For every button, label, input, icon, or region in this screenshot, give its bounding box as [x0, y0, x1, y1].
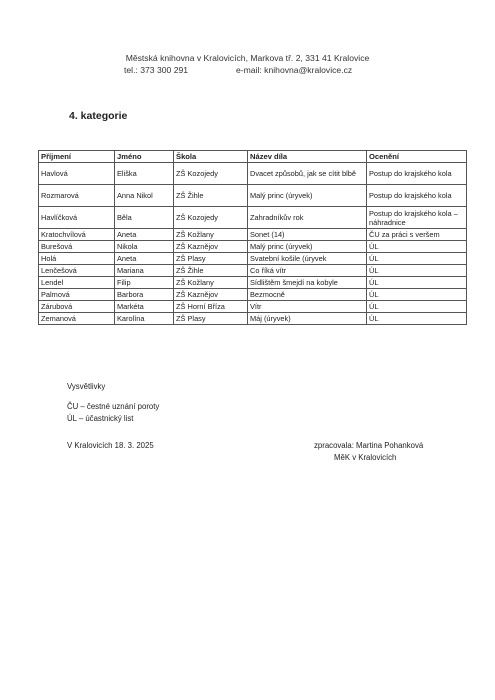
legend-title: Vysvětlivky — [67, 382, 106, 391]
table-row — [39, 253, 467, 265]
cell-surname: Lenčešová — [39, 265, 115, 277]
legend-item-ul: ÚL – účastnický list — [67, 414, 134, 423]
cell-surname: Havlíčková — [39, 207, 115, 229]
cell-work: Dvacet způsobů, jak se cítit blbě — [248, 163, 367, 185]
cell-school: ZŠ Kozojedy — [174, 207, 248, 229]
library-address: Městská knihovna v Kralovicích, Markova tř. 2, 331 41 Kralovice — [125, 53, 370, 63]
table-row — [39, 313, 467, 325]
col-header-award: Ocenění — [367, 151, 467, 163]
cell-work: Zahradníkův rok — [248, 207, 367, 229]
prepared-by: zpracovala: Martina Pohanková — [314, 441, 424, 450]
cell-school: ZŠ Plasy — [174, 313, 248, 325]
cell-name: Nikola — [115, 241, 174, 253]
table-row — [39, 265, 467, 277]
cell-surname: Havlová — [39, 163, 115, 185]
cell-work: Sídlištěm šmejdí na kobyle — [248, 277, 367, 289]
table-row — [39, 301, 467, 313]
cell-award: Postup do krajského kola – náhradnice — [367, 207, 467, 229]
table-row — [39, 207, 467, 229]
cell-award: ÚL — [367, 253, 467, 265]
cell-surname: Rozmarová — [39, 185, 115, 207]
category-heading: 4. kategorie — [69, 110, 128, 122]
cell-school: ZŠ Plasy — [174, 253, 248, 265]
cell-surname: Burešová — [39, 241, 115, 253]
cell-name: Karolína — [115, 313, 174, 325]
cell-award: ÚL — [367, 265, 467, 277]
col-header-name: Jméno — [115, 151, 174, 163]
cell-surname: Zárubová — [39, 301, 115, 313]
table-row — [39, 289, 467, 301]
cell-name: Aneta — [115, 253, 174, 265]
cell-surname: Kratochvílová — [39, 229, 115, 241]
place-and-date: V Kralovicích 18. 3. 2025 — [67, 441, 154, 450]
cell-award: Postup do krajského kola — [367, 163, 467, 185]
cell-school: ZŠ Kozojedy — [174, 163, 248, 185]
table-row — [39, 229, 467, 241]
table-row — [39, 277, 467, 289]
cell-award: ÚL — [367, 241, 467, 253]
cell-name: Běla — [115, 207, 174, 229]
cell-name: Mariana — [115, 265, 174, 277]
cell-work: Svatební košile (úryvek — [248, 253, 367, 265]
cell-award: ÚL — [367, 313, 467, 325]
cell-award: ČU za práci s veršem — [367, 229, 467, 241]
cell-work: Vítr — [248, 301, 367, 313]
cell-school: ZŠ Kožlany — [174, 277, 248, 289]
col-header-school: Škola — [174, 151, 248, 163]
cell-school: ZŠ Horní Bříza — [174, 301, 248, 313]
cell-work: Co říká vítr — [248, 265, 367, 277]
cell-work: Malý princ (úryvek) — [248, 185, 367, 207]
cell-surname: Lendel — [39, 277, 115, 289]
cell-surname: Holá — [39, 253, 115, 265]
cell-name: Markéta — [115, 301, 174, 313]
cell-school: ZŠ Kaznějov — [174, 289, 248, 301]
cell-award: ÚL — [367, 301, 467, 313]
results-table — [38, 150, 467, 325]
cell-award: ÚL — [367, 277, 467, 289]
cell-work: Máj (úryvek) — [248, 313, 367, 325]
cell-surname: Zemanová — [39, 313, 115, 325]
cell-name: Aneta — [115, 229, 174, 241]
table-row — [39, 185, 467, 207]
cell-school: ZŠ Žihle — [174, 185, 248, 207]
legend-item-cu: ČU – čestné uznání poroty — [67, 402, 160, 411]
col-header-work: Název díla — [248, 151, 367, 163]
table-header-row — [39, 151, 467, 163]
library-phone: tel.: 373 300 291 — [124, 65, 189, 75]
col-header-surname: Příjmení — [39, 151, 115, 163]
cell-name: Filip — [115, 277, 174, 289]
cell-name: Anna Nikol — [115, 185, 174, 207]
table-row — [39, 241, 467, 253]
cell-school: ZŠ Žihle — [174, 265, 248, 277]
cell-name: Eliška — [115, 163, 174, 185]
table-row — [39, 163, 467, 185]
cell-school: ZŠ Kožlany — [174, 229, 248, 241]
signer-organization: MěK v Kralovicích — [334, 453, 397, 462]
cell-work: Sonet (14) — [248, 229, 367, 241]
cell-school: ZŠ Kaznějov — [174, 241, 248, 253]
cell-work: Bezmocně — [248, 289, 367, 301]
cell-work: Malý princ (úryvek) — [248, 241, 367, 253]
cell-award: ÚL — [367, 289, 467, 301]
cell-surname: Palmová — [39, 289, 115, 301]
library-email: e-mail: knihovna@kralovice.cz — [236, 65, 353, 75]
cell-name: Barbora — [115, 289, 174, 301]
cell-award: Postup do krajského kola — [367, 185, 467, 207]
